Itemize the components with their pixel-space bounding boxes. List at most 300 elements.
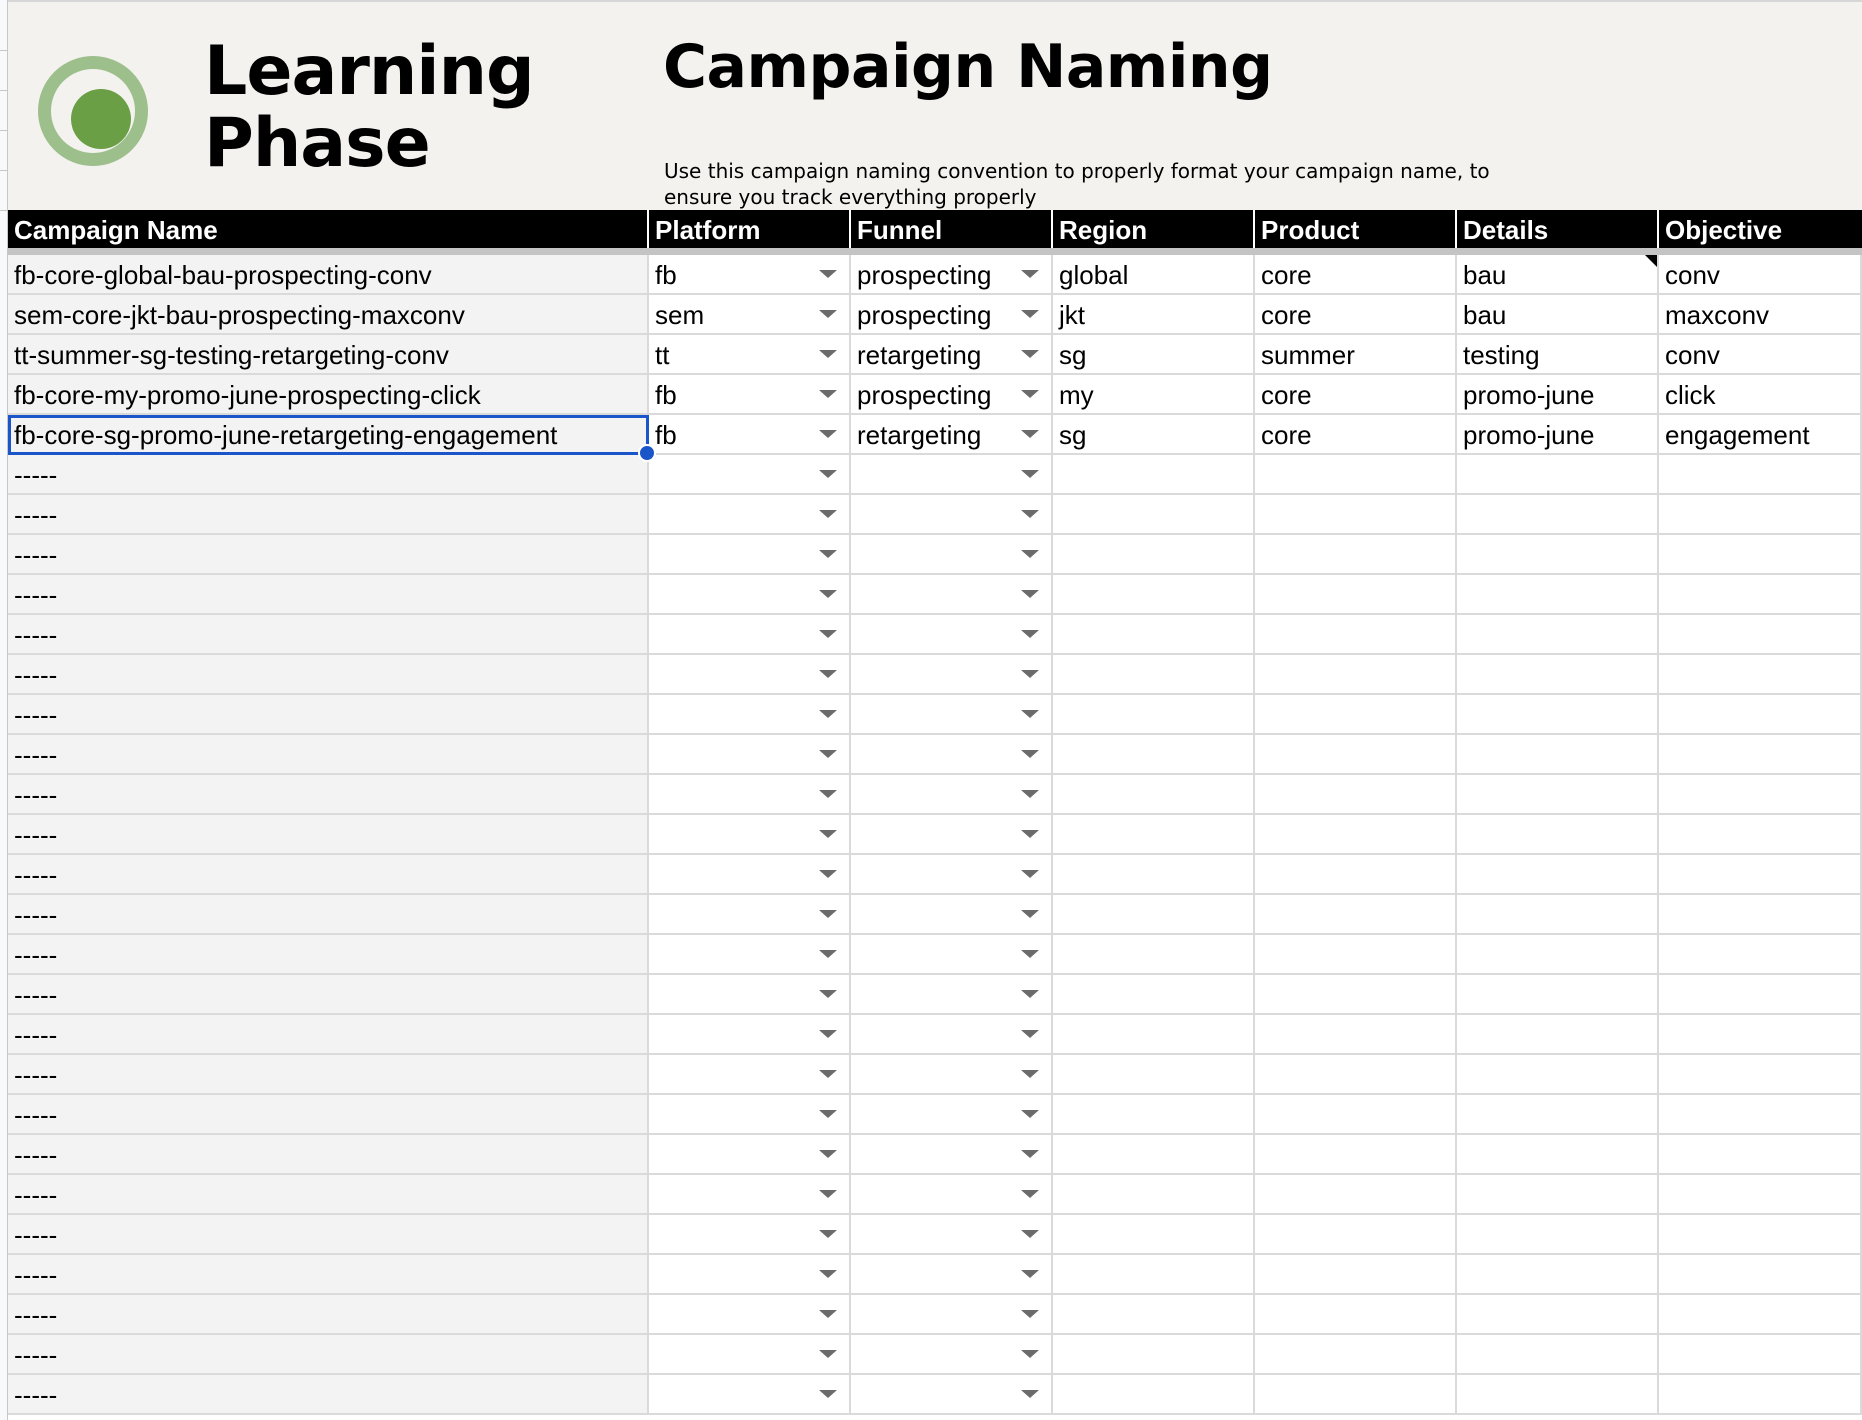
dropdown-arrow-icon[interactable] [1021, 270, 1039, 278]
table-row [8, 935, 1862, 975]
dropdown-arrow-icon[interactable] [819, 1150, 837, 1158]
cell-region[interactable] [1053, 1295, 1255, 1335]
cell-objective[interactable] [1659, 1375, 1862, 1415]
cell-platform[interactable] [649, 495, 851, 535]
cell-campaign-name[interactable] [8, 1055, 649, 1095]
cell-objective[interactable] [1659, 695, 1862, 735]
column-header-platform[interactable]: Platform [649, 210, 851, 248]
cell-campaign-name[interactable] [8, 1175, 649, 1215]
logo-line-1: Learning [204, 32, 534, 111]
cell-objective[interactable] [1659, 415, 1862, 455]
cell-value: ----- [14, 1060, 58, 1090]
table-row [8, 1135, 1862, 1175]
cell-product[interactable] [1255, 375, 1457, 415]
cell-details[interactable] [1457, 735, 1659, 775]
cell-campaign-name[interactable] [8, 535, 649, 575]
cell-campaign-name[interactable] [8, 615, 649, 655]
dropdown-arrow-icon[interactable] [819, 350, 837, 358]
cell-details[interactable] [1457, 255, 1659, 295]
dropdown-arrow-icon[interactable] [819, 790, 837, 798]
cell-campaign-name[interactable] [8, 695, 649, 735]
cell-product[interactable] [1255, 335, 1457, 375]
cell-campaign-name[interactable] [8, 1215, 649, 1255]
cell-product[interactable] [1255, 1055, 1457, 1095]
cell-region[interactable] [1053, 1135, 1255, 1175]
cell-product[interactable] [1255, 615, 1457, 655]
cell-campaign-name[interactable] [8, 1295, 649, 1335]
cell-region[interactable] [1053, 1055, 1255, 1095]
cell-objective[interactable] [1659, 375, 1862, 415]
cell-platform[interactable] [649, 615, 851, 655]
dropdown-arrow-icon[interactable] [819, 710, 837, 718]
cell-details[interactable] [1457, 935, 1659, 975]
cell-region[interactable] [1053, 455, 1255, 495]
cell-funnel[interactable] [851, 775, 1053, 815]
cell-details[interactable] [1457, 895, 1659, 935]
cell-details[interactable] [1457, 375, 1659, 415]
cell-details[interactable] [1457, 1255, 1659, 1295]
table-body [8, 255, 1862, 1415]
cell-objective[interactable] [1659, 1335, 1862, 1375]
cell-product[interactable] [1255, 855, 1457, 895]
cell-platform[interactable] [649, 815, 851, 855]
cell-region[interactable] [1053, 1375, 1255, 1415]
cell-funnel[interactable] [851, 255, 1053, 295]
cell-platform[interactable] [649, 1095, 851, 1135]
cell-region[interactable] [1053, 495, 1255, 535]
table-row [8, 895, 1862, 935]
dropdown-arrow-icon[interactable] [819, 1230, 837, 1238]
dropdown-arrow-icon[interactable] [1021, 870, 1039, 878]
cell-funnel[interactable] [851, 935, 1053, 975]
cell-funnel[interactable] [851, 1335, 1053, 1375]
cell-platform[interactable] [649, 375, 851, 415]
cell-platform[interactable] [649, 1055, 851, 1095]
dropdown-arrow-icon[interactable] [1021, 1070, 1039, 1078]
cell-region[interactable] [1053, 575, 1255, 615]
cell-details[interactable] [1457, 1055, 1659, 1095]
cell-objective[interactable] [1659, 1095, 1862, 1135]
cell-details[interactable] [1457, 1175, 1659, 1215]
cell-campaign-name[interactable] [8, 815, 649, 855]
cell-funnel[interactable] [851, 1055, 1053, 1095]
cell-campaign-name[interactable] [8, 1375, 649, 1415]
dropdown-arrow-icon[interactable] [1021, 830, 1039, 838]
cell-objective[interactable] [1659, 295, 1862, 335]
cell-campaign-name[interactable] [8, 455, 649, 495]
cell-objective[interactable] [1659, 895, 1862, 935]
cell-funnel[interactable] [851, 575, 1053, 615]
dropdown-arrow-icon[interactable] [1021, 590, 1039, 598]
cell-objective[interactable] [1659, 975, 1862, 1015]
dropdown-arrow-icon[interactable] [1021, 430, 1039, 438]
cell-objective[interactable] [1659, 615, 1862, 655]
dropdown-arrow-icon[interactable] [819, 910, 837, 918]
cell-value: ----- [14, 460, 58, 490]
cell-value: retargeting [857, 340, 982, 370]
cell-product[interactable] [1255, 415, 1457, 455]
dropdown-arrow-icon[interactable] [1021, 1350, 1039, 1358]
cell-campaign-name[interactable] [8, 855, 649, 895]
dropdown-arrow-icon[interactable] [1021, 990, 1039, 998]
cell-details[interactable] [1457, 415, 1659, 455]
cell-objective[interactable] [1659, 495, 1862, 535]
cell-product[interactable] [1255, 775, 1457, 815]
cell-details[interactable] [1457, 495, 1659, 535]
cell-funnel[interactable] [851, 375, 1053, 415]
cell-region[interactable] [1053, 695, 1255, 735]
cell-region[interactable] [1053, 1255, 1255, 1295]
dropdown-arrow-icon[interactable] [819, 1190, 837, 1198]
cell-product[interactable] [1255, 535, 1457, 575]
cell-platform[interactable] [649, 855, 851, 895]
table-row [8, 535, 1862, 575]
cell-platform[interactable] [649, 1175, 851, 1215]
cell-details[interactable] [1457, 295, 1659, 335]
cell-product[interactable] [1255, 935, 1457, 975]
cell-product[interactable] [1255, 895, 1457, 935]
dropdown-arrow-icon[interactable] [1021, 390, 1039, 398]
column-header-product[interactable]: Product [1255, 210, 1457, 248]
cell-value: fb-core-my-promo-june-prospecting-click [14, 380, 481, 410]
cell-value: bau [1463, 260, 1507, 290]
cell-region[interactable] [1053, 895, 1255, 935]
cell-objective[interactable] [1659, 1135, 1862, 1175]
column-header-campaign-name[interactable]: Campaign Name [8, 210, 649, 248]
cell-details[interactable] [1457, 695, 1659, 735]
cell-value: tt [655, 340, 670, 370]
gutter-tick [0, 170, 7, 171]
cell-product[interactable] [1255, 735, 1457, 775]
cell-region[interactable] [1053, 255, 1255, 295]
table-row [8, 575, 1862, 615]
dropdown-arrow-icon[interactable] [1021, 1390, 1039, 1398]
dropdown-arrow-icon[interactable] [1021, 750, 1039, 758]
dropdown-arrow-icon[interactable] [1021, 710, 1039, 718]
cell-platform[interactable] [649, 1215, 851, 1255]
cell-platform[interactable] [649, 575, 851, 615]
cell-platform[interactable] [649, 735, 851, 775]
cell-product[interactable] [1255, 815, 1457, 855]
cell-region[interactable] [1053, 855, 1255, 895]
cell-region[interactable] [1053, 615, 1255, 655]
dropdown-arrow-icon[interactable] [819, 1270, 837, 1278]
cell-details[interactable] [1457, 1295, 1659, 1335]
cell-value: ----- [14, 1260, 58, 1290]
cell-details[interactable] [1457, 535, 1659, 575]
cell-details[interactable] [1457, 975, 1659, 1015]
cell-objective[interactable] [1659, 535, 1862, 575]
dropdown-arrow-icon[interactable] [819, 1390, 837, 1398]
cell-funnel[interactable] [851, 1255, 1053, 1295]
cell-funnel[interactable] [851, 695, 1053, 735]
cell-details[interactable] [1457, 775, 1659, 815]
cell-value: ----- [14, 900, 58, 930]
cell-value: ----- [14, 1180, 58, 1210]
cell-funnel[interactable] [851, 1135, 1053, 1175]
cell-objective[interactable] [1659, 1255, 1862, 1295]
cell-campaign-name[interactable] [8, 655, 649, 695]
cell-platform[interactable] [649, 775, 851, 815]
dropdown-arrow-icon[interactable] [1021, 310, 1039, 318]
dropdown-arrow-icon[interactable] [1021, 1110, 1039, 1118]
cell-campaign-name[interactable] [8, 295, 649, 335]
dropdown-arrow-icon[interactable] [1021, 470, 1039, 478]
cell-funnel[interactable] [851, 1375, 1053, 1415]
dropdown-arrow-icon[interactable] [819, 390, 837, 398]
cell-funnel[interactable] [851, 335, 1053, 375]
cell-platform[interactable] [649, 535, 851, 575]
cell-details[interactable] [1457, 1375, 1659, 1415]
cell-funnel[interactable] [851, 815, 1053, 855]
cell-platform[interactable] [649, 1135, 851, 1175]
dropdown-arrow-icon[interactable] [819, 1070, 837, 1078]
cell-objective[interactable] [1659, 1215, 1862, 1255]
cell-region[interactable] [1053, 655, 1255, 695]
cell-details[interactable] [1457, 575, 1659, 615]
cell-region[interactable] [1053, 975, 1255, 1015]
cell-platform[interactable] [649, 255, 851, 295]
dropdown-arrow-icon[interactable] [1021, 670, 1039, 678]
dropdown-arrow-icon[interactable] [1021, 1150, 1039, 1158]
cell-platform[interactable] [649, 335, 851, 375]
cell-value: ----- [14, 980, 58, 1010]
dropdown-arrow-icon[interactable] [1021, 1030, 1039, 1038]
cell-product[interactable] [1255, 1295, 1457, 1335]
dropdown-arrow-icon[interactable] [819, 630, 837, 638]
cell-product[interactable] [1255, 1175, 1457, 1215]
cell-product[interactable] [1255, 975, 1457, 1015]
cell-objective[interactable] [1659, 1055, 1862, 1095]
cell-objective[interactable] [1659, 735, 1862, 775]
cell-region[interactable] [1053, 335, 1255, 375]
cell-product[interactable] [1255, 1255, 1457, 1295]
table-row [8, 695, 1862, 735]
dropdown-arrow-icon[interactable] [819, 1110, 837, 1118]
dropdown-arrow-icon[interactable] [1021, 1270, 1039, 1278]
cell-campaign-name[interactable] [8, 335, 649, 375]
cell-funnel[interactable] [851, 975, 1053, 1015]
dropdown-arrow-icon[interactable] [819, 1030, 837, 1038]
dropdown-arrow-icon[interactable] [819, 470, 837, 478]
cell-region[interactable] [1053, 295, 1255, 335]
cell-region[interactable] [1053, 1335, 1255, 1375]
cell-product[interactable] [1255, 1335, 1457, 1375]
cell-product[interactable] [1255, 1095, 1457, 1135]
cell-campaign-name[interactable] [8, 735, 649, 775]
cell-objective[interactable] [1659, 1015, 1862, 1055]
cell-platform[interactable] [649, 1255, 851, 1295]
cell-funnel[interactable] [851, 495, 1053, 535]
cell-region[interactable] [1053, 1015, 1255, 1055]
column-header-details[interactable]: Details [1457, 210, 1659, 248]
cell-platform[interactable] [649, 655, 851, 695]
cell-region[interactable] [1053, 1095, 1255, 1135]
cell-funnel[interactable] [851, 1095, 1053, 1135]
cell-objective[interactable] [1659, 1175, 1862, 1215]
cell-product[interactable] [1255, 255, 1457, 295]
cell-region[interactable] [1053, 1215, 1255, 1255]
dropdown-arrow-icon[interactable] [819, 590, 837, 598]
cell-platform[interactable] [649, 1015, 851, 1055]
cell-objective[interactable] [1659, 335, 1862, 375]
cell-value: ----- [14, 540, 58, 570]
cell-product[interactable] [1255, 1135, 1457, 1175]
dropdown-arrow-icon[interactable] [1021, 1230, 1039, 1238]
cell-campaign-name[interactable] [8, 775, 649, 815]
cell-campaign-name[interactable] [8, 1015, 649, 1055]
cell-details[interactable] [1457, 1215, 1659, 1255]
dropdown-arrow-icon[interactable] [819, 670, 837, 678]
cell-product[interactable] [1255, 1215, 1457, 1255]
cell-funnel[interactable] [851, 615, 1053, 655]
cell-details[interactable] [1457, 1135, 1659, 1175]
dropdown-arrow-icon[interactable] [1021, 510, 1039, 518]
cell-campaign-name[interactable] [8, 935, 649, 975]
cell-product[interactable] [1255, 455, 1457, 495]
cell-platform[interactable] [649, 455, 851, 495]
column-header-funnel[interactable]: Funnel [851, 210, 1053, 248]
cell-value: prospecting [857, 380, 992, 410]
cell-details[interactable] [1457, 855, 1659, 895]
cell-region[interactable] [1053, 535, 1255, 575]
cell-details[interactable] [1457, 815, 1659, 855]
cell-platform[interactable] [649, 1295, 851, 1335]
dropdown-arrow-icon[interactable] [819, 430, 837, 438]
cell-region[interactable] [1053, 735, 1255, 775]
dropdown-arrow-icon[interactable] [819, 990, 837, 998]
cell-details[interactable] [1457, 1015, 1659, 1055]
dropdown-arrow-icon[interactable] [819, 1310, 837, 1318]
cell-funnel[interactable] [851, 855, 1053, 895]
cell-region[interactable] [1053, 415, 1255, 455]
fill-handle[interactable] [638, 444, 656, 462]
cell-platform[interactable] [649, 1335, 851, 1375]
cell-funnel[interactable] [851, 1015, 1053, 1055]
table-header-row [8, 210, 1862, 255]
selected-cell[interactable] [8, 415, 649, 455]
cell-funnel[interactable] [851, 1295, 1053, 1335]
cell-value: ----- [14, 1380, 58, 1410]
table-row [8, 255, 1862, 295]
cell-funnel[interactable] [851, 735, 1053, 775]
dropdown-arrow-icon[interactable] [1021, 1190, 1039, 1198]
dropdown-arrow-icon[interactable] [819, 550, 837, 558]
cell-campaign-name[interactable] [8, 255, 649, 295]
dropdown-arrow-icon[interactable] [1021, 790, 1039, 798]
cell-product[interactable] [1255, 575, 1457, 615]
cell-product[interactable] [1255, 295, 1457, 335]
cell-platform[interactable] [649, 895, 851, 935]
column-header-region[interactable]: Region [1053, 210, 1255, 248]
cell-objective[interactable] [1659, 655, 1862, 695]
cell-objective[interactable] [1659, 815, 1862, 855]
cell-campaign-name[interactable] [8, 375, 649, 415]
cell-product[interactable] [1255, 495, 1457, 535]
cell-value: global [1059, 260, 1129, 290]
cell-details[interactable] [1457, 655, 1659, 695]
cell-platform[interactable] [649, 975, 851, 1015]
column-header-objective[interactable]: Objective [1665, 215, 1783, 245]
cell-objective[interactable] [1659, 455, 1862, 495]
cell-region[interactable] [1053, 815, 1255, 855]
dropdown-arrow-icon[interactable] [1021, 550, 1039, 558]
cell-funnel[interactable] [851, 895, 1053, 935]
table-row [8, 1335, 1862, 1375]
dropdown-arrow-icon[interactable] [819, 830, 837, 838]
cell-region[interactable] [1053, 935, 1255, 975]
dropdown-arrow-icon[interactable] [819, 870, 837, 878]
cell-objective[interactable] [1659, 1295, 1862, 1335]
cell-funnel[interactable] [851, 295, 1053, 335]
cell-platform[interactable] [649, 295, 851, 335]
cell-funnel[interactable] [851, 1215, 1053, 1255]
dropdown-arrow-icon[interactable] [819, 1350, 837, 1358]
cell-campaign-name[interactable] [8, 1335, 649, 1375]
cell-details[interactable] [1457, 455, 1659, 495]
cell-region[interactable] [1053, 1175, 1255, 1215]
cell-campaign-name[interactable] [8, 1255, 649, 1295]
cell-region[interactable] [1053, 775, 1255, 815]
cell-campaign-name[interactable] [8, 895, 649, 935]
dropdown-arrow-icon[interactable] [1021, 950, 1039, 958]
cell-value: core [1261, 420, 1312, 450]
cell-platform[interactable] [649, 935, 851, 975]
cell-product[interactable] [1255, 655, 1457, 695]
dropdown-arrow-icon[interactable] [819, 310, 837, 318]
cell-funnel[interactable] [851, 415, 1053, 455]
table-row [8, 495, 1862, 535]
cell-platform[interactable] [649, 415, 851, 455]
cell-campaign-name[interactable] [8, 975, 649, 1015]
dropdown-arrow-icon[interactable] [819, 750, 837, 758]
dropdown-arrow-icon[interactable] [1021, 630, 1039, 638]
cell-funnel[interactable] [851, 655, 1053, 695]
cell-objective[interactable] [1659, 775, 1862, 815]
cell-objective[interactable] [1659, 255, 1862, 295]
cell-funnel[interactable] [851, 1175, 1053, 1215]
cell-details[interactable] [1457, 335, 1659, 375]
dropdown-arrow-icon[interactable] [819, 270, 837, 278]
cell-funnel[interactable] [851, 535, 1053, 575]
cell-product[interactable] [1255, 1375, 1457, 1415]
cell-product[interactable] [1255, 1015, 1457, 1055]
cell-details[interactable] [1457, 1335, 1659, 1375]
cell-campaign-name[interactable] [8, 495, 649, 535]
cell-objective[interactable] [1659, 575, 1862, 615]
cell-value: ----- [14, 940, 58, 970]
cell-campaign-name[interactable] [8, 575, 649, 615]
dropdown-arrow-icon[interactable] [1021, 1310, 1039, 1318]
cell-campaign-name[interactable] [8, 1095, 649, 1135]
dropdown-arrow-icon[interactable] [819, 950, 837, 958]
cell-details[interactable] [1457, 615, 1659, 655]
cell-platform[interactable] [649, 1375, 851, 1415]
cell-region[interactable] [1053, 375, 1255, 415]
cell-objective[interactable] [1659, 935, 1862, 975]
cell-funnel[interactable] [851, 455, 1053, 495]
cell-value: ----- [14, 1140, 58, 1170]
cell-details[interactable] [1457, 1095, 1659, 1135]
cell-platform[interactable] [649, 695, 851, 735]
cell-value: testing [1463, 340, 1540, 370]
dropdown-arrow-icon[interactable] [819, 510, 837, 518]
dropdown-arrow-icon[interactable] [1021, 910, 1039, 918]
cell-campaign-name[interactable] [8, 1135, 649, 1175]
dropdown-arrow-icon[interactable] [1021, 350, 1039, 358]
cell-product[interactable] [1255, 695, 1457, 735]
cell-objective[interactable] [1659, 855, 1862, 895]
